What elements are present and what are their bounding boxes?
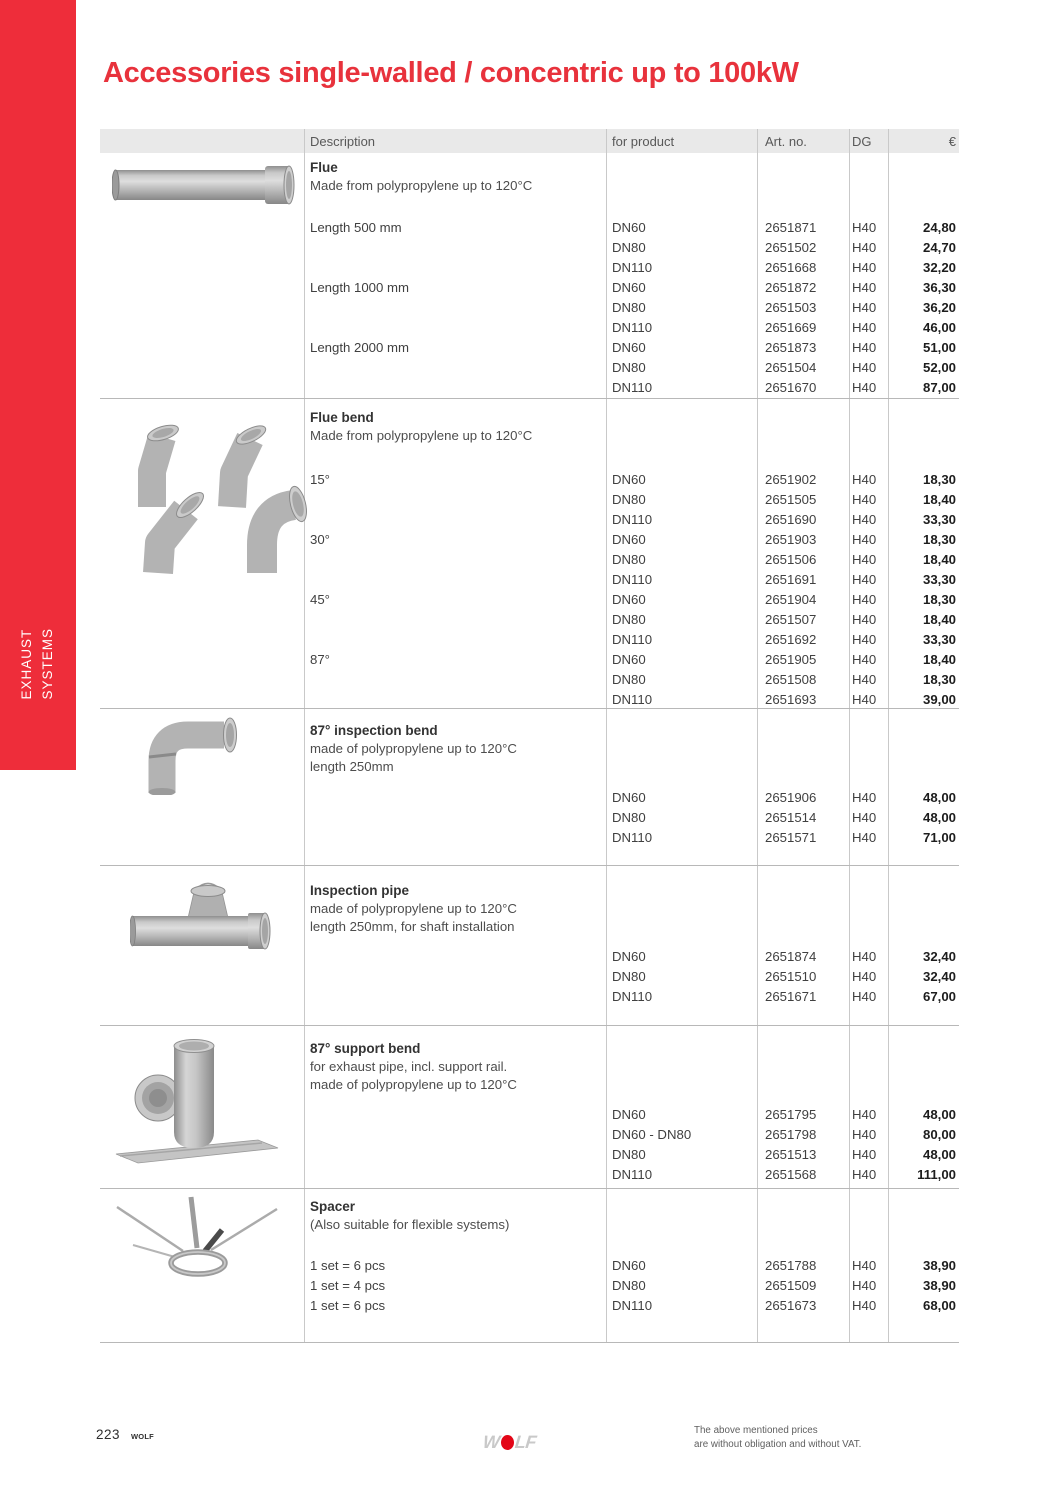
sidebar-label-line1: EXHAUST <box>19 629 35 700</box>
cell-art-no: 2651906 <box>765 789 817 805</box>
cell-for-product: DN60 <box>612 651 646 667</box>
spacer-image <box>105 1193 295 1288</box>
cell-price: 39,00 <box>922 691 956 707</box>
cell-price: 52,00 <box>922 359 956 375</box>
section-support-bend <box>100 1025 959 1188</box>
logo-letters-lf: LF <box>513 1432 537 1452</box>
cell-for-product: DN60 <box>612 948 646 964</box>
cell-art-no: 2651873 <box>765 339 817 355</box>
cell-for-product: DN60 <box>612 591 646 607</box>
cell-for-product: DN80 <box>612 491 646 507</box>
cell-dg: H40 <box>852 1146 877 1162</box>
table-row <box>304 787 959 807</box>
cell-art-no: 2651514 <box>765 809 817 825</box>
table-row <box>304 589 959 609</box>
section-flue <box>100 153 959 398</box>
cell-for-product: DN110 <box>612 259 653 275</box>
cell-dg: H40 <box>852 829 877 845</box>
table-row <box>304 1255 959 1275</box>
brand-text: WOLF <box>131 1432 154 1441</box>
cell-art-no: 2651508 <box>765 671 817 687</box>
cell-for-product: DN110 <box>612 511 653 527</box>
section-rows <box>304 469 959 709</box>
section-description: made of polypropylene up to 120°C <box>310 741 517 756</box>
page-title: Accessories single-walled / concentric up to 100kW <box>103 57 799 89</box>
section-title: 87° support bend <box>310 1041 421 1056</box>
cell-dg: H40 <box>852 531 877 547</box>
cell-for-product: DN80 <box>612 611 646 627</box>
table-row <box>304 669 959 689</box>
cell-price: 68,00 <box>922 1297 956 1313</box>
cell-price: 36,20 <box>922 299 956 315</box>
cell-dg: H40 <box>852 789 877 805</box>
table-row <box>304 549 959 569</box>
cell-price: 46,00 <box>922 319 956 335</box>
cell-price: 111,00 <box>917 1166 956 1182</box>
section-description: Made from polypropylene up to 120°C <box>310 428 533 443</box>
table-row <box>304 469 959 489</box>
section-flue-bend <box>100 398 959 708</box>
cell-description: Length 1000 mm <box>310 279 409 295</box>
sidebar-label <box>17 628 59 700</box>
cell-dg: H40 <box>852 491 877 507</box>
cell-price: 33,30 <box>922 571 956 587</box>
cell-art-no: 2651502 <box>765 239 817 255</box>
support-bend-image <box>110 1036 290 1179</box>
cell-price: 38,90 <box>922 1257 956 1273</box>
cell-art-no: 2651504 <box>765 359 817 375</box>
cell-description: 30° <box>310 531 330 547</box>
cell-description: 1 set = 6 pcs <box>310 1257 386 1273</box>
table-row <box>304 357 959 377</box>
cell-for-product: DN110 <box>612 631 653 647</box>
cell-dg: H40 <box>852 571 877 587</box>
section-description: made of polypropylene up to 120°C <box>310 1077 517 1092</box>
header-for-product: for product <box>612 133 675 149</box>
cell-description: 15° <box>310 471 330 487</box>
price-disclaimer-line2: are without obligation and without VAT. <box>694 1439 862 1451</box>
logo-letter-w: W <box>482 1432 501 1452</box>
cell-description: Length 500 mm <box>310 219 402 235</box>
section-description: Made from polypropylene up to 120°C <box>310 178 533 193</box>
section-title: Flue bend <box>310 410 374 425</box>
cell-price: 51,00 <box>922 339 956 355</box>
table-row <box>304 257 959 277</box>
page-number: 223 <box>96 1427 121 1442</box>
cell-for-product: DN110 <box>612 319 653 335</box>
table-row <box>304 1295 959 1315</box>
section-spacer-head <box>310 1198 599 1234</box>
table-row <box>304 317 959 337</box>
cell-for-product: DN110 <box>612 571 653 587</box>
cell-for-product: DN60 <box>612 219 646 235</box>
section-inspection-pipe-head <box>310 882 599 936</box>
cell-price: 67,00 <box>922 988 956 1004</box>
table-row <box>304 986 959 1006</box>
cell-art-no: 2651798 <box>765 1126 817 1142</box>
cell-for-product: DN60 <box>612 471 646 487</box>
section-inspection-pipe <box>100 865 959 1025</box>
cell-for-product: DN80 <box>612 671 646 687</box>
logo-red-dot-icon <box>501 1435 514 1450</box>
cell-art-no: 2651505 <box>765 491 817 507</box>
accessories-table <box>100 129 959 1343</box>
cell-art-no: 2651691 <box>765 571 817 587</box>
cell-price: 18,40 <box>922 651 956 667</box>
cell-dg: H40 <box>852 319 877 335</box>
cell-dg: H40 <box>852 379 877 395</box>
section-title: Inspection pipe <box>310 883 410 898</box>
cell-dg: H40 <box>852 1126 877 1142</box>
cell-art-no: 2651872 <box>765 279 817 295</box>
cell-dg: H40 <box>852 359 877 375</box>
cell-dg: H40 <box>852 299 877 315</box>
table-row <box>304 966 959 986</box>
section-rows <box>304 1104 959 1184</box>
table-row <box>304 277 959 297</box>
cell-dg: H40 <box>852 809 877 825</box>
cell-for-product: DN80 <box>612 1277 646 1293</box>
cell-price: 24,70 <box>922 239 956 255</box>
header-description: Description <box>310 133 376 149</box>
cell-art-no: 2651795 <box>765 1106 817 1122</box>
section-title: 87° inspection bend <box>310 723 438 738</box>
section-inspection-bend <box>100 708 959 865</box>
exhaust-systems-sidebar <box>0 0 76 770</box>
section-support-bend-head <box>310 1040 599 1094</box>
cell-price: 32,40 <box>922 968 956 984</box>
cell-for-product: DN110 <box>612 1297 653 1313</box>
cell-dg: H40 <box>852 591 877 607</box>
cell-description: Length 2000 mm <box>310 339 409 355</box>
section-inspection-bend-head <box>310 722 599 776</box>
cell-price: 80,00 <box>922 1126 956 1142</box>
cell-for-product: DN80 <box>612 359 646 375</box>
cell-for-product: DN60 <box>612 1257 646 1273</box>
cell-price: 18,40 <box>922 551 956 567</box>
cell-dg: H40 <box>852 1277 877 1293</box>
cell-for-product: DN80 <box>612 809 646 825</box>
cell-price: 18,40 <box>922 491 956 507</box>
section-description: made of polypropylene up to 120°C <box>310 901 517 916</box>
table-row <box>304 337 959 357</box>
cell-for-product: DN80 <box>612 1146 646 1162</box>
cell-price: 48,00 <box>922 789 956 805</box>
cell-price: 18,30 <box>922 531 956 547</box>
cell-art-no: 2651904 <box>765 591 817 607</box>
cell-art-no: 2651671 <box>765 988 817 1004</box>
table-row <box>304 217 959 237</box>
cell-dg: H40 <box>852 239 877 255</box>
cell-art-no: 2651510 <box>765 968 817 984</box>
table-header <box>100 129 959 153</box>
cell-art-no: 2651506 <box>765 551 817 567</box>
cell-price: 48,00 <box>922 1146 956 1162</box>
table-row <box>304 1275 959 1295</box>
table-row <box>304 377 959 397</box>
table-row <box>304 489 959 509</box>
cell-dg: H40 <box>852 691 877 707</box>
inspection-pipe-image <box>130 876 280 959</box>
cell-price: 18,40 <box>922 611 956 627</box>
cell-art-no: 2651903 <box>765 531 817 547</box>
table-row <box>304 629 959 649</box>
cell-dg: H40 <box>852 471 877 487</box>
table-row <box>304 946 959 966</box>
section-spacer <box>100 1188 959 1342</box>
table-row <box>304 609 959 629</box>
cell-price: 33,30 <box>922 631 956 647</box>
cell-for-product: DN110 <box>612 829 653 845</box>
cell-dg: H40 <box>852 511 877 527</box>
cell-art-no: 2651670 <box>765 379 817 395</box>
cell-price: 48,00 <box>922 809 956 825</box>
table-row <box>304 1164 959 1184</box>
cell-art-no: 2651509 <box>765 1277 817 1293</box>
table-row <box>304 297 959 317</box>
cell-description: 1 set = 6 pcs <box>310 1297 386 1313</box>
section-title: Flue <box>310 160 338 175</box>
cell-art-no: 2651673 <box>765 1297 817 1313</box>
table-row <box>304 569 959 589</box>
cell-for-product: DN80 <box>612 239 646 255</box>
cell-for-product: DN60 <box>612 789 646 805</box>
cell-for-product: DN60 <box>612 531 646 547</box>
cell-for-product: DN110 <box>612 988 653 1004</box>
inspection-bend-image <box>120 717 260 800</box>
section-description: (Also suitable for flexible systems) <box>310 1217 510 1232</box>
cell-price: 33,30 <box>922 511 956 527</box>
cell-art-no: 2651668 <box>765 259 817 275</box>
sidebar-label-line2: SYSTEMS <box>40 628 55 700</box>
price-disclaimer <box>694 1424 861 1452</box>
header-dg: DG <box>852 133 872 149</box>
cell-art-no: 2651669 <box>765 319 817 335</box>
cell-art-no: 2651507 <box>765 611 817 627</box>
cell-price: 18,30 <box>922 591 956 607</box>
section-rows <box>304 946 959 1006</box>
table-row <box>304 1104 959 1124</box>
cell-dg: H40 <box>852 671 877 687</box>
section-description: length 250mm, for shaft installation <box>310 919 515 934</box>
cell-art-no: 2651874 <box>765 948 817 964</box>
cell-description: 1 set = 4 pcs <box>310 1277 386 1293</box>
table-row <box>304 807 959 827</box>
cell-price: 32,20 <box>922 259 956 275</box>
cell-art-no: 2651568 <box>765 1166 817 1182</box>
table-row <box>304 827 959 847</box>
cell-dg: H40 <box>852 651 877 667</box>
cell-price: 18,30 <box>922 471 956 487</box>
cell-dg: H40 <box>852 1297 877 1313</box>
cell-dg: H40 <box>852 551 877 567</box>
cell-art-no: 2651571 <box>765 829 817 845</box>
cell-price: 36,30 <box>922 279 956 295</box>
section-rows <box>304 787 959 847</box>
section-flue-head <box>310 159 599 195</box>
price-disclaimer-line1: The above mentioned prices <box>694 1425 818 1436</box>
cell-price: 48,00 <box>922 1106 956 1122</box>
section-rows <box>304 1255 959 1315</box>
cell-dg: H40 <box>852 279 877 295</box>
cell-for-product: DN60 - DN80 <box>612 1126 692 1142</box>
cell-for-product: DN110 <box>612 379 653 395</box>
cell-dg: H40 <box>852 988 877 1004</box>
cell-for-product: DN110 <box>612 691 653 707</box>
cell-art-no: 2651692 <box>765 631 817 647</box>
header-art-no: Art. no. <box>765 133 807 149</box>
cell-art-no: 2651788 <box>765 1257 817 1273</box>
cell-description: 87° <box>310 651 330 667</box>
cell-for-product: DN110 <box>612 1166 653 1182</box>
cell-price: 18,30 <box>922 671 956 687</box>
section-flue-bend-head <box>310 409 599 445</box>
cell-for-product: DN60 <box>612 279 646 295</box>
cell-description: 45° <box>310 591 330 607</box>
cell-dg: H40 <box>852 1166 877 1182</box>
cell-art-no: 2651693 <box>765 691 817 707</box>
cell-for-product: DN60 <box>612 1106 646 1122</box>
section-description: length 250mm <box>310 759 394 774</box>
table-row <box>304 689 959 709</box>
wolf-logo <box>483 1432 536 1453</box>
cell-for-product: DN80 <box>612 551 646 567</box>
cell-for-product: DN80 <box>612 299 646 315</box>
section-rows <box>304 217 959 397</box>
cell-price: 71,00 <box>922 829 956 845</box>
table-row <box>304 509 959 529</box>
cell-art-no: 2651871 <box>765 219 817 235</box>
cell-dg: H40 <box>852 339 877 355</box>
cell-dg: H40 <box>852 611 877 627</box>
header-euro: € <box>948 133 956 149</box>
cell-art-no: 2651902 <box>765 471 817 487</box>
cell-dg: H40 <box>852 968 877 984</box>
cell-art-no: 2651513 <box>765 1146 817 1162</box>
cell-price: 32,40 <box>922 948 956 964</box>
section-description: for exhaust pipe, incl. support rail. <box>310 1059 508 1074</box>
cell-dg: H40 <box>852 1106 877 1122</box>
section-title: Spacer <box>310 1199 356 1214</box>
cell-for-product: DN60 <box>612 339 646 355</box>
flue-image <box>112 161 297 214</box>
cell-art-no: 2651905 <box>765 651 817 667</box>
cell-price: 87,00 <box>922 379 956 395</box>
cell-art-no: 2651690 <box>765 511 817 527</box>
flue-bend-image <box>120 405 310 585</box>
cell-dg: H40 <box>852 948 877 964</box>
cell-for-product: DN80 <box>612 968 646 984</box>
cell-dg: H40 <box>852 259 877 275</box>
table-row <box>304 237 959 257</box>
table-row <box>304 1144 959 1164</box>
cell-price: 24,80 <box>922 219 956 235</box>
table-row <box>304 649 959 669</box>
table-row <box>304 1124 959 1144</box>
cell-dg: H40 <box>852 219 877 235</box>
cell-price: 38,90 <box>922 1277 956 1293</box>
cell-dg: H40 <box>852 631 877 647</box>
cell-dg: H40 <box>852 1257 877 1273</box>
table-row <box>304 529 959 549</box>
cell-art-no: 2651503 <box>765 299 817 315</box>
